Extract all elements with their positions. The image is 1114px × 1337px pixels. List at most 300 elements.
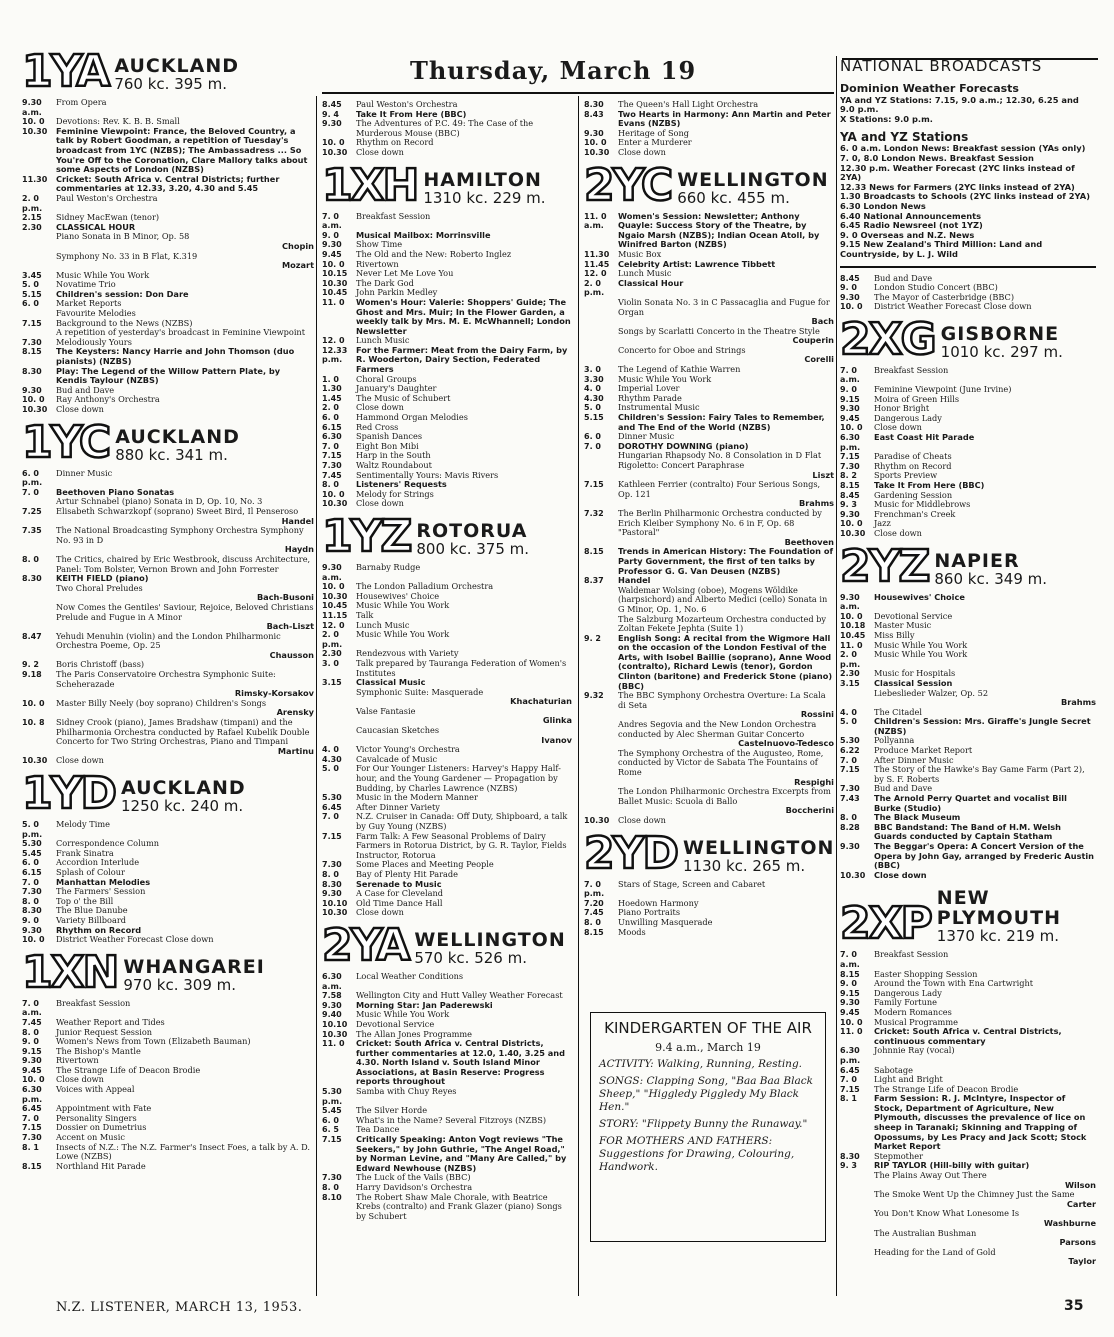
programme-item xyxy=(584,480,834,509)
programme-title: Dangerous Lady xyxy=(874,987,942,998)
programme-title: Melody Time xyxy=(56,819,110,829)
programme-item xyxy=(584,327,834,346)
programme-time: 6.15 xyxy=(322,422,342,432)
programme-item xyxy=(584,413,834,432)
programme-title: The Paris Conservatoire Orchestra Symphonic Suite: Scheherazade Rimsky-Korsakov xyxy=(56,669,314,699)
programme-item xyxy=(584,279,834,298)
programme-title: Music in the Modern Manner xyxy=(356,792,478,803)
programme-time: 1.45 xyxy=(322,393,342,403)
programme-title: Critically Speaking: Anton Vogt reviews "The Seekers," by John Guthrie, "The Angel Road," by Norman Levine, and "Many Are Called," by Edward Newhouse (NZBS) xyxy=(356,1134,567,1173)
programme-time: 10.30 xyxy=(840,528,866,538)
programme-title: You Don't Know What Lonesome Is Washburne xyxy=(874,1208,1096,1228)
programme-item xyxy=(840,1027,1096,1046)
programme-time: 5. 0 xyxy=(584,403,601,413)
programme-title: Heritage of Song xyxy=(618,127,689,138)
programme-time: 4. 0 xyxy=(322,745,339,755)
programme-item xyxy=(22,194,314,213)
programme-title: The Legend of Kathie Warren xyxy=(618,364,741,375)
programme-title: The Dark God xyxy=(356,277,414,288)
programme-title: Piano Sonata in B Minor, Op. 58 Chopin xyxy=(56,231,314,251)
programme-title: The Bishop's Mantle xyxy=(56,1045,141,1056)
composer: Handel xyxy=(281,515,314,526)
programme-title: Breakfast Session xyxy=(874,949,949,960)
station-logo: 1YD xyxy=(22,768,115,819)
programme-time: 8.47 xyxy=(22,631,42,641)
programme-time: 7.20 xyxy=(584,898,604,908)
composer: Ivanov xyxy=(541,734,572,745)
programme-title: Yehudi Menuhin (violin) and the London Philharmonic Orchestra Poeme, Op. 25 Chausson xyxy=(56,630,314,660)
programme-time: 9. 0 xyxy=(840,385,857,395)
programme-time: 11. 0 a.m. xyxy=(584,211,607,231)
programme-title: Valse Fantasie Glinka xyxy=(356,705,572,726)
programme-title: From Opera xyxy=(56,97,107,107)
programme-title: The Symphony Orchestra of the Augusteo, Rome, conducted by Victor de Sabata The Fountains of Rome Respighi xyxy=(618,747,834,787)
programme-title: Rivertown xyxy=(356,258,399,269)
programme-title: Honor Bright xyxy=(874,403,930,414)
composer: Glinka xyxy=(542,715,572,726)
programme-time xyxy=(840,1248,874,1267)
composer: Taylor xyxy=(1068,1256,1096,1267)
programme-time: 9.30 xyxy=(840,404,860,414)
programme-title: The Strange Life of Deacon Brodie xyxy=(874,1083,1019,1094)
programme-time: 7.32 xyxy=(584,508,604,518)
programme-title: Hoedown Harmony xyxy=(618,897,699,908)
programme-time: 9. 3 xyxy=(840,1161,857,1171)
programme-item xyxy=(584,816,834,826)
programme-time: 2.30 xyxy=(840,669,860,679)
station-block xyxy=(22,416,314,766)
station-block xyxy=(840,540,1096,881)
composer: Brahms xyxy=(798,498,834,509)
composer: Liszt xyxy=(812,469,834,480)
programme-time xyxy=(584,346,618,365)
programme-title: Northland Hit Parade xyxy=(56,1160,146,1171)
programme-item xyxy=(322,119,572,138)
programme-title: Talk xyxy=(356,609,374,620)
kindergarten-box xyxy=(590,1012,826,1242)
programme-title: Close down xyxy=(874,527,922,538)
programme-time: 10. 0 xyxy=(322,259,345,269)
programme-title: RIP TAYLOR (Hill-billy with guitar) xyxy=(874,1160,1030,1171)
station-logo: 2YZ xyxy=(840,540,929,592)
programme-time: 10. 8 xyxy=(22,718,45,728)
programme-title: Sabotage xyxy=(874,1064,913,1075)
station-city: AUCKLAND xyxy=(121,777,246,799)
programme-title: Caucasian Sketches Ivanov xyxy=(356,725,572,745)
programme-title: Imperial Lover xyxy=(618,383,680,394)
programme-item xyxy=(22,670,314,699)
national-item: 6.40 National Announcements xyxy=(840,210,982,221)
programme-time: 9.30 xyxy=(840,292,860,302)
station-header xyxy=(840,540,1096,592)
programme-item xyxy=(840,842,1096,871)
programme-title: Hammond Organ Melodies xyxy=(356,412,468,423)
programme-item xyxy=(840,302,1096,312)
programme-time: 10.30 xyxy=(322,499,348,509)
programme-title: Bud and Dave xyxy=(874,272,933,283)
programme-title: Unwilling Masquerade xyxy=(618,916,713,927)
programme-title: Never Let Me Love You xyxy=(356,268,454,279)
programme-time: 10.30 xyxy=(22,405,48,414)
programme-item xyxy=(22,699,314,718)
programme-title: Master Billy Neely (boy soprano) Children's Songs Arensky xyxy=(56,697,314,718)
station-block xyxy=(22,768,314,945)
programme-item xyxy=(22,820,314,839)
programme-title: Close down xyxy=(618,814,666,825)
programme-time: 5. 0 xyxy=(840,717,857,727)
composer: Corelli xyxy=(804,354,834,365)
programme-time: 2. 0 p.m. xyxy=(322,630,343,649)
programme-time: 7. 0 xyxy=(22,877,39,887)
programme-time: 5.15 xyxy=(22,289,42,299)
programme-title: The Farmers' Session xyxy=(56,886,146,897)
station-city: HAMILTON xyxy=(423,168,542,191)
programme-title: Top o' the Bill xyxy=(56,895,114,906)
programme-title: Accordion Interlude xyxy=(56,857,140,868)
national-item: 12.33 News for Farmers (2YC links instead of 2YA) xyxy=(840,181,1075,192)
programme-title: Devotions: Rev. K. B. B. Small xyxy=(56,116,180,127)
composer: Beethoven xyxy=(784,536,834,547)
programme-time: 8.15 xyxy=(22,1161,42,1171)
kindergarten-time: 9.4 a.m., March 19 xyxy=(655,1041,761,1054)
programme-title: Correspondence Column xyxy=(56,838,160,849)
programme-time: 10. 0 xyxy=(22,117,45,127)
programme-title: Children's Session: Fairy Tales to Remember, and The End of the World (NZBS) xyxy=(618,412,825,432)
programme-time: 12. 0 xyxy=(322,336,345,346)
programme-time: 6.15 xyxy=(22,867,42,877)
programme-title: Handel xyxy=(618,575,651,586)
programme-time: 9.30 xyxy=(22,1056,42,1066)
programme-title: The Arnold Perry Quartet and vocalist Bill Burke (Studio) xyxy=(874,793,1067,813)
programme-title: KEITH FIELD (piano) xyxy=(56,573,149,584)
programme-title: Frenchman's Creek xyxy=(874,508,956,519)
programme-time: 6.30 p.m. xyxy=(840,433,861,452)
programme-item xyxy=(840,1209,1096,1228)
programme-time: 9.45 xyxy=(22,1065,42,1075)
station-block xyxy=(584,100,834,158)
programme-title: Close down xyxy=(618,146,666,157)
programme-time: 3.15 xyxy=(840,678,860,688)
programme-time: 3. 0 xyxy=(322,658,339,668)
programme-title: Farm Session: R. J. McIntyre, Inspector of Stock, Department of Agriculture, New Plymouth, discusses the prevalence of lice on sheep in Taranaki; Skinning and Trapping of Opossums, by Les Pracy and Jack Scott; Stock Market Report xyxy=(874,1093,1087,1152)
programme-title: BBC Bandstand: The Band of H.M. Welsh Guards conducted by Captain Statham xyxy=(874,821,1061,842)
programme-title: Now Comes the Gentiles' Saviour, Rejoice, Beloved Christians Prelude and Fugue in A Minor Bach-Liszt xyxy=(56,601,314,632)
composer: Wilson xyxy=(1065,1179,1096,1190)
programme-item xyxy=(840,871,1096,881)
programme-time xyxy=(840,1171,874,1190)
programme-time: 10.30 xyxy=(322,908,348,918)
title-rule xyxy=(322,92,834,94)
programme-time: 10. 0 xyxy=(22,395,45,405)
programme-title: Breakfast Session xyxy=(56,997,131,1008)
programme-time: 7.30 xyxy=(322,461,342,470)
programme-time: 8.30 xyxy=(22,574,42,584)
programme-title: Paul Weston's Orchestra xyxy=(56,192,158,203)
programme-time: 11. 0 xyxy=(840,640,863,650)
programme-time xyxy=(22,497,56,507)
programme-time: 10.10 xyxy=(322,1019,348,1029)
station-city: GISBORNE xyxy=(940,322,1060,345)
programme-time: 10.30 xyxy=(584,147,610,157)
programme-time: 8. 2 xyxy=(840,471,857,481)
programme-time: 7.30 xyxy=(840,461,860,471)
programme-time: 10.30 xyxy=(22,756,48,766)
programme-time: 10. 0 xyxy=(584,138,607,148)
station-frequency: 1370 kc. 219 m. xyxy=(936,927,1059,946)
programme-time xyxy=(840,1209,874,1228)
station-frequency: 1310 kc. 229 m. xyxy=(423,188,546,207)
programme-time: 4. 0 xyxy=(584,384,601,394)
programme-item xyxy=(322,972,572,991)
programme-time: 10. 0 xyxy=(22,935,45,945)
programme-time: 8. 0 xyxy=(22,896,39,906)
programme-time: 9.30 a.m. xyxy=(840,592,860,612)
programme-time xyxy=(322,707,356,726)
programme-time: 7.30 xyxy=(22,887,42,897)
programme-title: Instrumental Music xyxy=(618,402,700,413)
programme-item xyxy=(584,615,834,634)
programme-title: Close down xyxy=(874,869,927,880)
composer: Castelnuovo-Tedesco xyxy=(738,738,834,749)
programme-time xyxy=(584,787,618,816)
programme-time: 8.30 xyxy=(22,906,42,916)
programme-item xyxy=(322,346,572,375)
programme-item xyxy=(22,526,314,555)
programme-time: 5.30 p.m. xyxy=(322,1087,343,1106)
programme-time: 9. 0 xyxy=(22,915,39,925)
programme-time: 8.30 xyxy=(840,1151,860,1161)
programme-title: Close down xyxy=(356,907,404,918)
programme-title: Trends in American History: The Foundation of Party Government, the first of ten talks by Professor G. G. Van Deusen (NZBS) xyxy=(618,546,834,576)
programme-title: Variety Billboard xyxy=(56,914,127,925)
programme-time: 7.30 xyxy=(840,784,860,794)
programme-time: 7. 0 a.m. xyxy=(840,365,860,385)
composer: Rossini xyxy=(800,709,834,720)
programme-title: The Story of the Hawke's Bay Game Farm (Part 2), by S. F. Roberts xyxy=(874,764,1085,784)
programme-title: Pollyanna xyxy=(874,735,915,746)
programme-time: 8.15 xyxy=(584,547,604,557)
programme-title: The Black Museum xyxy=(874,812,961,823)
programme-title: Two Choral Preludes Bach-Busoni xyxy=(56,582,314,603)
programme-title: Show Time xyxy=(356,239,403,250)
station-city: NEW PLYMOUTH xyxy=(936,887,1061,930)
programme-time: 5. 0 xyxy=(322,764,339,774)
programme-time: 7.15 xyxy=(840,765,860,775)
programme-time xyxy=(584,298,618,327)
programme-time: 6.22 xyxy=(840,746,860,756)
programme-time: 8.15 xyxy=(22,347,42,357)
programme-title: Dangerous Lady xyxy=(874,412,942,423)
national-item: 6.45 Radio Newsreel (not 1YZ) xyxy=(840,220,983,231)
programme-time: 7. 0 a.m. xyxy=(22,998,42,1018)
programme-time: 10.30 xyxy=(322,278,348,288)
programme-title: Listeners' Requests xyxy=(356,479,447,490)
programme-time xyxy=(322,688,356,707)
programme-time: 7.15 xyxy=(22,1123,42,1133)
station-city: WELLINGTON xyxy=(683,836,834,859)
programme-title: Melodiously Yours xyxy=(56,336,132,347)
programme-title: Accent on Music xyxy=(56,1132,125,1143)
programme-title: Dossier on Dumetrius xyxy=(56,1122,147,1133)
programme-item xyxy=(322,764,572,793)
programme-title: A repetition of yesterday's broadcast in Feminine Viewpoint xyxy=(56,327,305,338)
programme-title: Kathleen Ferrier (contralto) Four Serious Songs, Op. 121 Brahms xyxy=(618,479,834,509)
programme-time: 9.45 xyxy=(840,413,860,423)
station-block xyxy=(840,313,1096,539)
programme-time: 11. 0 xyxy=(840,1027,863,1037)
programme-title: Hungarian Rhapsody No. 8 Consolation in D Flat Rigoletto: Concert Paraphrase Liszt xyxy=(618,450,834,480)
kindergarten-title: KINDERGARTEN OF THE AIR xyxy=(604,1019,812,1037)
programme-time: 2. 0 xyxy=(322,403,339,413)
programme-time: 7.25 xyxy=(22,506,42,516)
programme-item xyxy=(322,832,572,861)
programme-title: Close down xyxy=(874,422,922,433)
programme-time: 5.30 xyxy=(22,839,42,849)
national-items xyxy=(840,144,1096,259)
programme-title: Rendezvous with Variety xyxy=(356,648,459,659)
programme-item xyxy=(22,469,314,488)
programme-time: 8.30 xyxy=(584,100,604,109)
station-block xyxy=(322,159,572,509)
programme-item xyxy=(22,756,314,766)
programme-item xyxy=(22,603,314,632)
station-block xyxy=(584,827,834,938)
programme-item xyxy=(840,1046,1096,1065)
programme-item xyxy=(584,586,834,615)
programme-title: Andres Segovia and the New London Orchestra conducted by Alec Sherman Guitar Concerto Castelnuovo-Tedesco xyxy=(618,719,834,749)
station-logo: 1YC xyxy=(22,416,110,468)
programme-title: Rhythm on Record xyxy=(56,924,142,935)
programme-title: Dinner Music xyxy=(56,467,113,478)
programme-title: The Robert Shaw Male Chorale, with Beatrice Krebs (contralto) and Frank Glazer (piano) Songs by Schubert xyxy=(356,1191,562,1221)
programme-time: 9. 4 xyxy=(322,109,339,119)
programme-title: Stepmother xyxy=(874,1150,924,1161)
programme-time: 10.30 xyxy=(322,147,348,157)
programme-item xyxy=(322,1087,572,1106)
programme-title: The Mayor of Casterbridge (BBC) xyxy=(874,291,1015,302)
station-frequency: 970 kc. 309 m. xyxy=(123,975,237,994)
national-item: 9. 0 Overseas and N.Z. News xyxy=(840,229,975,240)
programme-time: 7.30 xyxy=(322,1173,342,1183)
station-frequency: 760 kc. 395 m. xyxy=(114,75,227,93)
programme-title: John Parkin Medley xyxy=(356,287,438,298)
programme-time: 7. 0 xyxy=(22,1113,39,1123)
programme-title: Close down xyxy=(56,755,104,766)
programme-time: 9. 0 xyxy=(840,979,857,989)
programme-time: 9.30 a.m. xyxy=(22,98,42,117)
programme-time: 9.15 xyxy=(840,988,860,998)
programme-time: 1. 0 xyxy=(322,374,339,384)
programme-title: Cricket: South Africa v. Central Districts; further commentaries at 12.33, 3.20, 4.30 and 5.45 xyxy=(56,173,280,194)
composer: Martinu xyxy=(277,745,314,756)
programme-title: Musical Programme xyxy=(874,1016,958,1027)
national-item: 6. 0 a.m. London News: Breakfast session (YAs only) xyxy=(840,143,1086,154)
programme-title: Junior Request Session xyxy=(56,1026,153,1037)
programme-time: 9.30 xyxy=(22,385,42,395)
programme-title: Old Time Dance Hall xyxy=(356,897,443,908)
programme-title: CLASSICAL HOUR xyxy=(56,221,136,232)
programme-title: What's in the Name? Several Fitzroys (NZBS) xyxy=(356,1114,547,1125)
programme-time: 11.30 xyxy=(584,249,610,259)
programme-title: Housewives' Choice xyxy=(356,590,440,601)
composer: Brahms xyxy=(1060,697,1096,708)
programme-item xyxy=(584,212,834,250)
programme-title: Victor Young's Orchestra xyxy=(356,744,460,755)
programme-item xyxy=(22,507,314,526)
programme-title: Artur Schnabel (piano) Sonata in D, Op. 10, No. 3 xyxy=(56,496,263,507)
programme-title: The Beggar's Opera: A Concert Version of the Opera by John Gay, arranged by Frederic Austin (BBC) xyxy=(874,841,1095,871)
programme-title: Close down xyxy=(56,404,104,414)
station-logo: 1XN xyxy=(22,946,118,998)
programme-title: Market Reports xyxy=(56,298,122,309)
programme-time: 8.15 xyxy=(840,969,860,979)
programme-time: 7.15 xyxy=(322,451,342,461)
page-title: Thursday, March 19 xyxy=(410,56,697,85)
programme-time: 4. 0 xyxy=(840,707,857,717)
programme-time: 2.15 xyxy=(22,213,42,223)
programme-title: Music for Hospitals xyxy=(874,668,956,679)
programme-time: 10.30 xyxy=(840,870,866,880)
kindergarten-parents: FOR MOTHERS AND FATHERS: Suggestions for Drawing, Colouring, Handwork. xyxy=(599,1135,795,1173)
station-city: WELLINGTON xyxy=(677,168,829,191)
programme-time: 9.30 xyxy=(840,842,860,851)
programme-time xyxy=(840,1190,874,1209)
programme-time: 8. 0 xyxy=(584,917,601,927)
programme-title: Boris Christoff (bass) xyxy=(56,659,145,670)
programme-time: 9.30 xyxy=(322,119,342,129)
programme-time: 3.45 xyxy=(22,270,42,280)
programme-time: 12. 0 xyxy=(584,269,607,279)
page-number: 35 xyxy=(1064,1298,1084,1314)
programme-title: Devotional Service xyxy=(356,1018,435,1029)
programme-item xyxy=(22,999,314,1018)
programme-title: Paul Weston's Orchestra xyxy=(356,100,458,109)
programme-title: Take It From Here (BBC) xyxy=(874,480,985,490)
programme-time: 3.15 xyxy=(322,678,342,688)
programme-time: 9.30 xyxy=(840,509,860,519)
programme-title: Music for Middlebrows xyxy=(874,499,971,510)
programme-time: 12. 0 xyxy=(322,620,345,630)
programme-title: Feminine Viewpoint: France, the Beloved Country, a talk by Robert Goodman, a repetition of Tuesday's broadcast from 1YC (NZBS); The Ambassadress ... So You're Off to the Coronation, Clare Mallory talks about some Aspects of London (NZBS) xyxy=(56,125,308,175)
programme-item xyxy=(322,726,572,745)
programme-time: 9.32 xyxy=(584,691,604,701)
programme-time: 7.15 xyxy=(840,1084,860,1094)
programme-title: Take It From Here (BBC) xyxy=(356,108,467,119)
programme-time: 7.15 xyxy=(584,480,604,490)
programme-time xyxy=(322,726,356,745)
national-box-bottom xyxy=(840,266,1096,268)
programme-time xyxy=(584,586,618,615)
programme-title: Master Music xyxy=(874,620,932,631)
station-header xyxy=(322,159,572,211)
column-4-stations xyxy=(840,274,1096,1267)
programme-time xyxy=(584,451,618,480)
programme-title: Children's session: Don Dare xyxy=(56,288,189,299)
programme-time: 8. 0 xyxy=(22,1027,39,1037)
programme-time: 6. 0 xyxy=(22,858,39,868)
programme-time: 8.30 xyxy=(322,879,342,889)
programme-time: 9.40 xyxy=(322,1010,342,1020)
programme-time: 7.30 xyxy=(322,860,342,870)
programme-title: After Dinner Music xyxy=(874,754,954,765)
programme-time: 9.30 xyxy=(840,998,860,1008)
programme-time: 9.45 xyxy=(322,249,342,259)
programme-time: 7.15 xyxy=(22,318,42,328)
programme-item xyxy=(22,127,314,175)
programme-item xyxy=(584,509,834,547)
programme-time: 11. 0 xyxy=(322,1039,345,1049)
programme-time: 8.15 xyxy=(840,481,860,490)
